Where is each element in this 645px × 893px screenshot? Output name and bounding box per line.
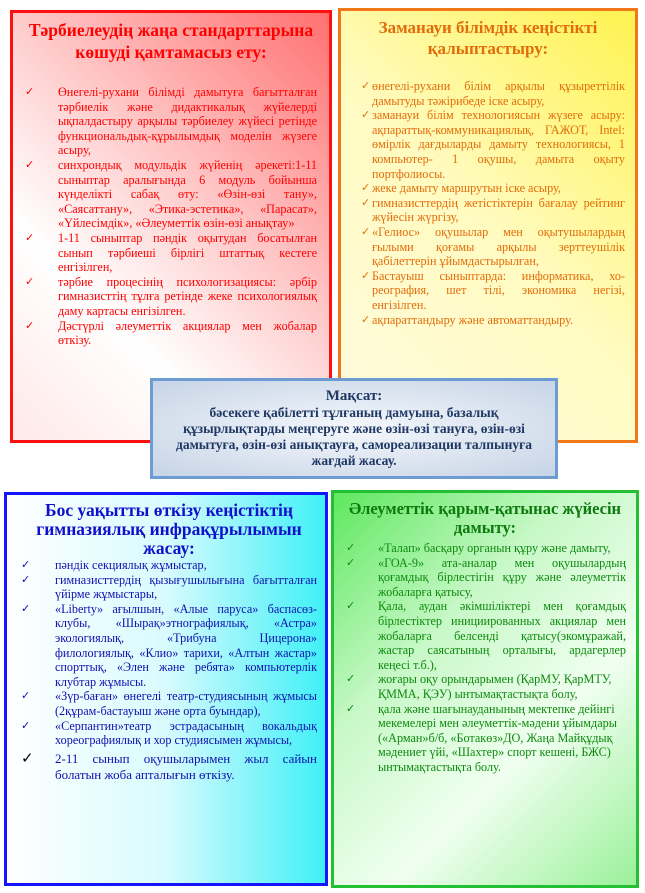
check-icon: ✓ [361,80,371,92]
check-icon: ✓ [361,196,371,209]
item-list [25,85,317,348]
check-icon: ✓ [21,573,31,586]
check-icon: ✓ [361,269,371,282]
check-icon: ✓ [346,542,356,554]
check-icon: ✓ [25,86,35,98]
list-item: ✓ Қала, аудан әкімшіліктері мен қоғамдық бірлестіктер инициированных акциялар мен жобаларға белсенді қатысу(экомұражай, жастар саясатының орталығы, ардагерлер кеңесі т.б.), [346,599,626,672]
list-item: ✓ өнегелі-рухани білім арқылы құзыреттілік дамытуды тәжірибеде іске асыру, [361,79,625,108]
box-title: Әлеуметтік қарым-қатынас жүйесін дамыту: [348,499,622,537]
check-icon: ✓ [25,231,35,244]
list-item: ✓ «Liberty» ағылшын, «Алые паруса» баспасөз-клубы, «Шырақ»этнографиялық, «Астра» экологиялық, «Трибуна Цицерона» филологиялық, «Клио» тарихи, «Алтын жастар» спорттық, «Элен және ребята» компьютерлік клубтар жұмысы. [21,601,317,689]
list-item: ✓ «ГОА-9» ата-аналар мен оқушылардың қоғамдық бірлестігін құру және әлеуметтік жобаларға қатысу, [346,555,626,599]
check-icon: ✓ [346,673,356,686]
list-item: ✓ жоғары оқу орындарымен (ҚарМУ, ҚарМТУ, ҚММА, ҚЭУ) ынтымақтастықта болу, [346,672,612,701]
list-item: ✓ гимназисттердің қызығушылығына бағытталған үйірме жұмыстары, [21,572,317,602]
box-title: Заманауи білімдік кеңістікті қалыптастыру: [378,18,598,58]
check-icon: ✓ [21,690,31,703]
item-list [21,558,317,783]
goal-title: Мақсат: [325,388,383,404]
leisure-infrastructure-box [4,492,328,886]
check-icon: ✓ [361,313,371,326]
social-relations-box [331,490,639,888]
list-item: ✓ 2-11 сынып оқушыларымен жыл сайын болатын жоба апталығын өткізу. [21,750,317,782]
goal-box [150,378,558,479]
check-icon: ✓ [21,719,31,732]
check-icon: ✓ [361,109,371,122]
item-list [344,541,626,775]
list-item: ✓ пәндік секциялық жұмыстар, [21,558,207,572]
check-icon: ✓ [21,559,31,571]
check-icon: ✓ [361,182,371,195]
check-icon: ✓ [25,275,35,288]
list-item: ✓ «Зүр-баған» өнегелі театр-студиясының жұмысы (2құрам-бастауыш және орта буындар), [21,689,317,718]
list-item: ✓ Өнегелі-рухани білімді дамытуға бағытталған тәрбиелік және дидактикалық жүйелерді ықпалдастыру арқылы тәрбиелеу жүйесі ретінде функциональдық-құрылымдық моделін жүзеге асыру, [25,85,317,158]
goal-text: бәсекеге қабілетті тұлғаның дамуына, базалық құзырлықтарды меңгеруге және өзін-өзі тануға, өзін-өзі дамытуға, өзін-өзі анықтауға, самореализации талпынуға жағдай жасау. [176,405,532,468]
list-item: ✓ қала және шағынауданының мектепке дейінгі мекемелері мен әлеуметтік-мәдени ұйымдары («Арман»б/б, «Ботакөз»ДО, Жаңа Майқұдық мәдениет үйі, «Шахтер» спорт кешені, БЖС) ынтымақтастықта болу. [346,701,617,774]
box-title: Бос уақытты өткізу кеңістіктің гимназиялық инфрақұрылымын жасау: [36,500,302,558]
list-item: ✓ «Серпантин»театр эстрадасының вокальдық хореографиялық и хор студиясымен жұмысы, [21,718,317,748]
check-icon: ✓ [25,319,35,332]
check-icon: ✓ [346,600,356,613]
list-item: ✓ Дәстүрлі әлеуметтік акциялар мен жобалар өткізу. [25,318,317,348]
list-item: ✓ ақпараттандыру және автоматтандыру. [361,312,574,327]
list-item: ✓ жеке дамыту маршрутын іске асыру, [361,181,561,196]
check-icon: ✓ [346,702,356,715]
check-icon: ✓ [361,225,371,238]
list-item: ✓ гимназисттердің жетістіктерін бағалау рейтинг жүйесін жүргізу, [361,195,625,225]
check-icon: ✓ [25,158,35,171]
list-item: ✓ «Гелиос» оқушылар мен оқытушылардың ғылыми қоғамы арқылы зерттеушілік қабілеттерін ұйымдастырылған, [361,224,625,269]
list-item: ✓ тәрбие процесінің психологизациясы: әрбір гимназисттің тұлға ретінде жеке психологиялық даму картасы енгізілген. [25,274,317,318]
check-icon: ✓ [21,750,34,767]
list-item: ✓ Бастауыш сыныптарда: информатика, хо-реография, шет тілі, экономика негізі, енгізілген. [361,268,625,312]
list-item: ✓ синхрондық модульдік жүйенің әрекеті:1-11 сыныптар аралығында 6 модуль бойынша күнделікті сабақ өту: «Өзін-өзі тану», «Саясаттану», «Этика-эстетика», «Парасат», «Үйлесімдік», «Әлеуметтік өзін-өзі анықтау» [25,157,317,231]
list-item: ✓ 1-11 сыныптар пәндік оқытудан босатылған сынып тәрбиеші бірлігі штаттық кестеге енгізілген, [25,230,317,275]
box-title: Тәрбиелеудің жаңа стандарттарына көшуді қамтамасыз ету: [28,20,314,62]
check-icon: ✓ [21,602,31,615]
check-icon: ✓ [346,556,356,569]
list-item: ✓ заманауи білім технологиясын жүзеге асыру: ақпараттық-коммуникациялық, ГАЖОТ, Intel: өмірлік дағдыларды дамыту технологиясы, 1 компьютер- 1 оқушы, дамыта оқыту портфолиосы. [361,108,625,181]
item-list [363,79,625,327]
list-item: ✓ «Талап» басқару органын құру және дамыту, [346,541,611,555]
